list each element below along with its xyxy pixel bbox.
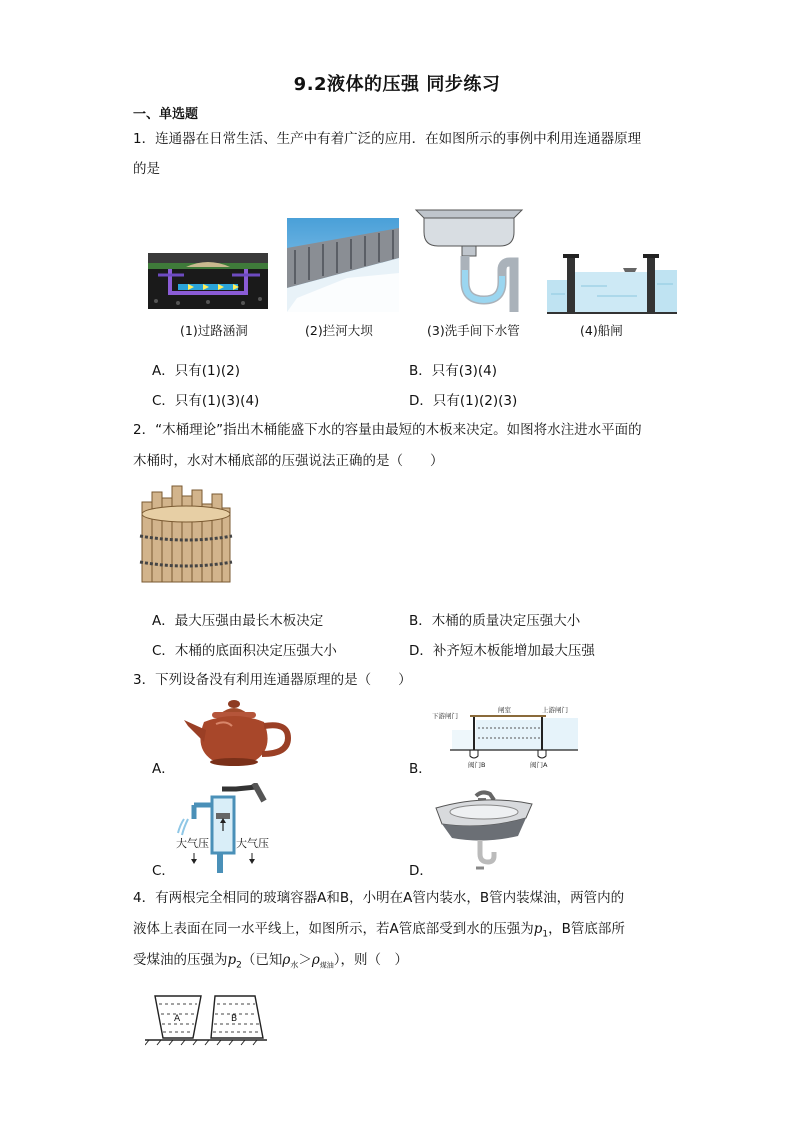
symbol-p1: p [533,921,543,937]
lock-label-upstream-gate: 上游闸门 [542,706,568,714]
q1-option-d[interactable]: D．只有(1)(2)(3) [409,393,518,409]
teapot-figure [176,700,294,770]
q1-option-a[interactable]: A．只有(1)(2) [152,363,240,379]
q1-option-b[interactable]: B．只有(3)(4) [409,363,498,379]
dam-photo [287,218,399,312]
caption-dam: (2)拦河大坝 [305,323,373,338]
lock-label-chamber: 闸室 [498,706,511,714]
section-heading: 一、单选题 [133,107,199,122]
q1-option-c[interactable]: C．只有(1)(3)(4) [152,393,260,409]
ship-lock-figure [547,250,677,314]
q3-option-a[interactable]: A． [152,761,175,777]
water-pump-diagram [176,783,276,875]
q1-stem-line2: 的是 [133,161,160,177]
container-label-b: B [231,1014,238,1024]
q2-option-b[interactable]: B．木桶的质量决定压强大小 [409,613,581,629]
q4-stem-line2: 液体上表面在同一水平线上，如图所示，若A管底部受到水的压强为$p_1$，B管底部所 [133,921,625,940]
wooden-bucket-figure [136,484,236,588]
symbol-p2: p [227,952,237,968]
q3-option-c[interactable]: C． [152,863,175,879]
pump-label-right: 大气压 [236,837,269,850]
caption-drain: (3)洗手间下水管 [427,323,520,338]
ship-lock-diagram [430,704,580,770]
q3-option-d[interactable]: D． [409,863,433,879]
q2-option-c[interactable]: C．木桶的底面积决定压强大小 [152,643,337,659]
lock-label-valve-b: 阀门B [468,761,486,769]
q2-stem-line2: 木桶时，水对木桶底部的压强说法正确的是（ ） [133,453,444,469]
q1-stem-line1: 1．连通器在日常生活、生产中有着广泛的应用．在如图所示的事例中利用连通器原理 [133,131,642,147]
symbol-rho-oil: ρ [311,952,320,968]
q4-stem-line1: 4．有两根完全相同的玻璃容器A和B，小明在A管内装水，B管内装煤油，两管内的 [133,890,625,906]
symbol-rho-water: ρ [282,952,291,968]
q2-option-a[interactable]: A．最大压强由最长木板决定 [152,613,324,629]
pump-label-left: 大气压 [176,837,209,850]
q3-option-b[interactable]: B． [409,761,432,777]
q2-stem-line1: 2．“木桶理论”指出木桶能盛下水的容量由最短的木板来决定。如图将水注进水平面的 [133,422,642,438]
caption-culvert: (1)过路涵洞 [180,323,248,338]
page-title: 9.2液体的压强 同步练习 [293,74,501,95]
container-label-a: A [174,1014,181,1024]
caption-lock: (4)船闸 [580,323,623,338]
q4-stem-line3: 受煤油的压强为$p_2$（已知$\rho_水>\rho_{煤油}$），则（ ） [133,952,409,971]
washbasin-figure [434,790,534,870]
sink-drain-figure [414,204,526,316]
containers-figure [145,990,267,1046]
lock-label-downstream-gate: 下游闸门 [432,712,458,720]
lock-label-valve-a: 阀门A [530,761,548,769]
q2-option-d[interactable]: D．补齐短木板能增加最大压强 [409,643,595,659]
culvert-figure [148,253,268,309]
q3-stem: 3．下列设备没有利用连通器原理的是（ ） [133,672,412,688]
